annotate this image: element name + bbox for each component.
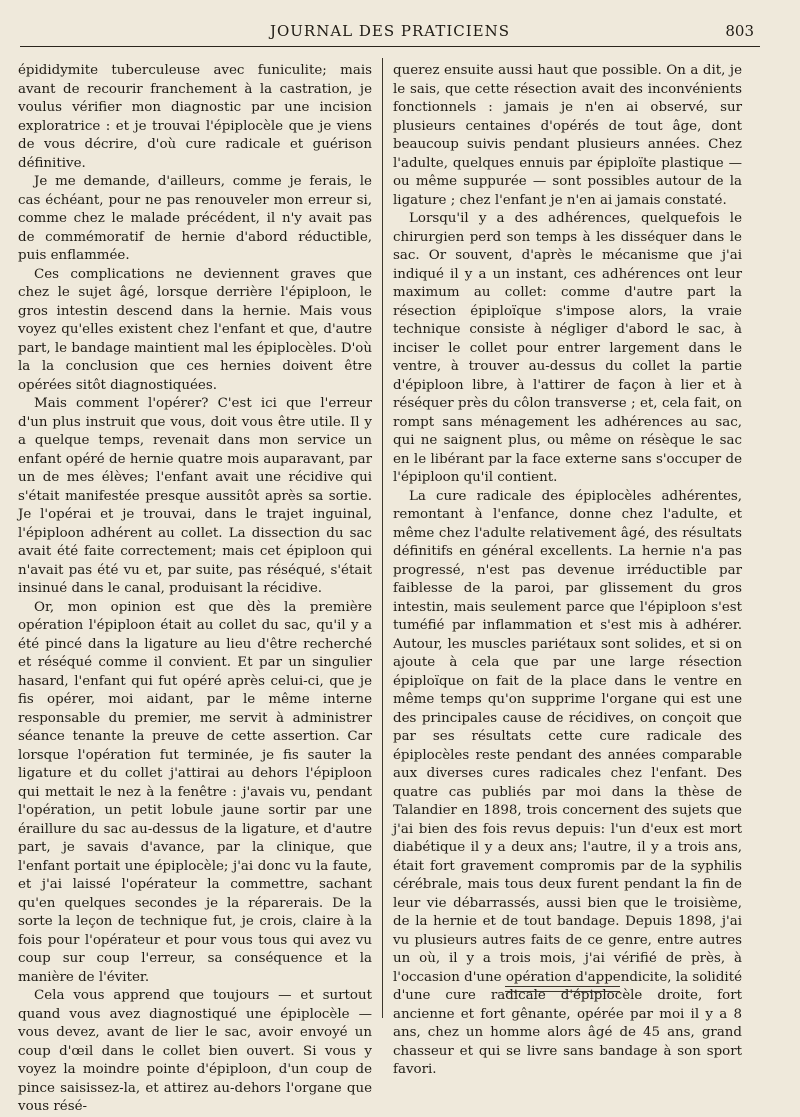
paragraph: Cela vous apprend que toujours — et surtout quand vous avez diagnostiqué une épiplocèle — vous devez, avant de lier le sac, avoir envoyé un coup d'œil dans le collet bien ouvert. Si vous y voyez la moindre pointe d'épiploon, d'un coup de pince saisissez-la, et attirez au-dehors l'organe que vous résé- (18, 988, 372, 1114)
paragraph: querez ensuite aussi haut que possible. On a dit, je le sais, que cette résection avait des inconvénients fonctionnels : jamais je n'en ai observé, sur plusieurs centaines d'opérés de tout âge, dont beaucoup suivis pendant plusieurs années. Chez l'adulte, quelques ennuis par épiploïte plastique — ou même suppurée — sont possibles autour de la ligature ; chez l'enfant je n'en ai jamais constaté. (393, 63, 742, 208)
journal-title: JOURNAL DES PRATICIENS (269, 22, 511, 40)
running-header (20, 16, 760, 47)
paragraph: La cure radicale des épiplocèles adhérentes, remontant à l'enfance, donne chez l'adulte, et même chez l'adulte relativement âgé, des résultats définitifs en général excellents. La hernie n'a pas progressé, n'est pas devenue irréductible par faiblesse de la paroi, par glissement du gros intestin, mais seulement parce que l'épiploon s'est tuméfié par inflammation et s'est mis à adhérer. Autour, les muscles pariétaux sont solides, et si on ajoute à cela que par une large résection épiploïque on fait de la place dans le ventre en même temps qu'on supprime l'organe qui est une des principales cause de récidives, on conçoit que par ses résultats cette cure radicale des épiplocèles reste pendant des années comparable aux diverses cures radicales chez l'enfant. Des quatre cas publiés par moi dans la thèse de Talandier en 1898, trois concernent des sujets que j'ai bien des fois revus depuis: l'un d'eux est mort diabétique il y a deux ans; l'autre, il y a trois ans, était fort gravement compromis par de la syphilis cérébrale, mais tous deux furent pendant la fin de leur vie débarrassés, aussi bien que le troisième, de la hernie et de tout bandage. Depuis 1898, j'ai vu plusieurs autres faits de ce genre, entre autres un où, il y a trois mois, j'ai vérifié de près, à l'occasion d'une opération d'appendicite, la solidité d'une cure radicale d'épiplocèle droite, fort ancienne et fort gênante, opérée par moi il y a 8 ans, chez un homme alors âgé de 45 ans, grand chasseur et qui se livre sans bandage à son sport favori. (393, 488, 742, 1077)
column-divider (382, 58, 383, 1018)
paragraph: Or, mon opinion est que dès la première opération l'épiploon était au collet du sac, qu'il y a été pincé dans la ligature au lieu d'être recherché et réséqué comme il convient. Et par un singulier hasard, l'enfant qui fut opéré après celui-ci, que je fis opérer, moi aidant, par le même interne responsable du premier, me servit à administrer séance tenante la preuve de cette assertion. Car lorsque l'opération fut terminée, je fis sauter la ligature et du collet j'attirai au dehors l'épiploon qui mettait le nez à la fenêtre : j'avais vu, pendant l'opération, un petit lobule jaune sortir par une éraillure du sac au-dessus de la ligature, et d'autre part, je savais d'avance, par la clinique, que l'enfant portait une épiplocèle; j'ai donc vu la faute, et j'ai laissé l'opérateur la commettre, sachant qu'en quelques secondes je la réparerais. De la sorte la leçon de technique fut, je crois, claire à la fois pour l'opérateur et pour vous tous qui avez vu coup sur coup l'erreur, sa conséquence et la manière de l'éviter. (18, 599, 372, 985)
page-number: 803 (725, 22, 754, 40)
left-column (18, 62, 372, 1117)
paragraph: épididymite tuberculeuse avec funiculite; mais avant de recourir franchement à la castration, je voulus vérifier mon diagnostic par une incision exploratrice : et je trouvai l'épiplocèle que je viens de vous décrire, d'où cure radicale et guérison définitive. (18, 63, 372, 171)
article-end-rule (505, 986, 620, 992)
paragraph: Mais comment l'opérer? C'est ici que l'erreur d'un plus instruit que vous, doit vous être utile. Il y a quelque temps, revenait dans mon service un enfant opéré de hernie quatre mois auparavant, par un de mes élèves; l'enfant avait une récidive qui s'était manifestée presque aussitôt après sa sortie. Je l'opérai et je trouvai, dans le trajet inguinal, l'épiploon adhérent au collet. La dissection du sac avait été faite correctement; mais cet épiploon qui n'avait pas été vu et, par suite, pas réséqué, s'était insinué dans le canal, produisant la récidive. (18, 396, 372, 596)
paragraph: Lorsqu'il y a des adhérences, quelquefois le chirurgien perd son temps à les disséquer dans le sac. Or souvent, d'après le mécanisme que j'ai indiqué il y a un instant, ces adhérences ont leur maximum au collet: comme d'autre part la résection épiploïque s'impose alors, la vraie technique consiste à négliger d'abord le sac, à inciser le collet pour entrer largement dans le ventre, à trouver au-dessus du collet la partie d'épiploon libre, à l'attirer de façon à lier et à réséquer près du côlon transverse ; et, cela fait, on rompt sans ménagement les adhérences au sac, qui ne saignent plus, ou même on résèque le sac en le libérant par la face externe sans s'occuper de l'épiploon qu'il contient. (393, 211, 742, 485)
paragraph: Ces complications ne deviennent graves que chez le sujet âgé, lorsque derrière l'épiploon, le gros intestin descend dans la hernie. Mais vous voyez qu'elles existent chez l'enfant et que, d'autre part, le bandage maintient mal les épiplocèles. D'où la la conclusion que ces hernies doivent être opérées sitôt diagnostiquées. (18, 266, 372, 393)
paragraph: Je me demande, d'ailleurs, comme je ferais, le cas échéant, pour ne pas renouveler mon erreur si, comme chez le malade précédent, il n'y avait pas de commémoratif de hernie d'abord réductible, puis enflammée. (18, 174, 372, 263)
right-column (393, 62, 742, 1080)
